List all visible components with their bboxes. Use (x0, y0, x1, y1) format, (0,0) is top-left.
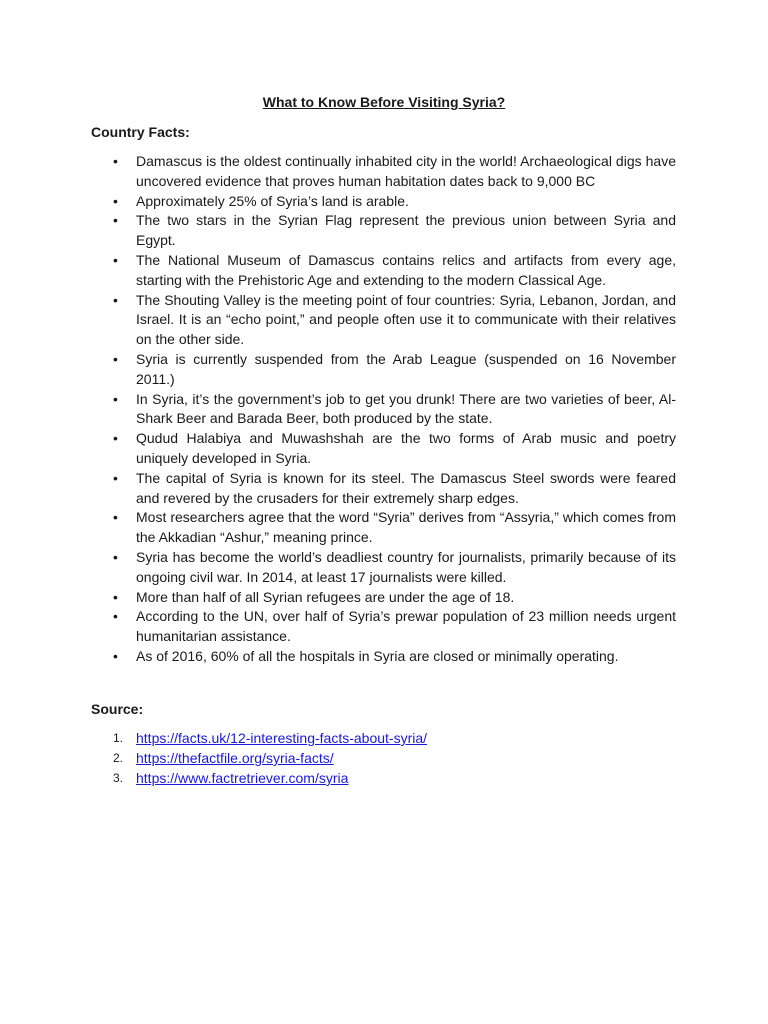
bullet-icon: • (113, 430, 118, 447)
source-item (0, 728, 768, 748)
fact-item (0, 291, 768, 350)
fact-item (0, 429, 768, 469)
fact-item (0, 350, 768, 390)
bullet-icon: • (113, 212, 118, 229)
fact-item (0, 211, 768, 251)
fact-item (0, 508, 768, 548)
source-number: 1. (113, 731, 124, 745)
fact-text: The two stars in the Syrian Flag represent the previous union between Syria and Egypt. (136, 212, 676, 249)
bullet-icon: • (113, 350, 118, 367)
fact-item (0, 251, 768, 291)
fact-item (0, 548, 768, 588)
bullet-icon: • (113, 469, 118, 486)
bullet-icon: • (113, 548, 118, 565)
fact-text: The capital of Syria is known for its steel. The Damascus Steel swords were feared and revered by the crusaders for their extremely sharp edges. (136, 469, 676, 506)
fact-text: Approximately 25% of Syria’s land is arable. (136, 192, 409, 209)
source-link-thefactfile[interactable]: https://thefactfile.org/syria-facts/ (136, 750, 334, 766)
fact-text: More than half of all Syrian refugees are under the age of 18. (136, 588, 515, 605)
fact-text: Qudud Halabiya and Muwashshah are the two forms of Arab music and poetry uniquely developed in Syria. (136, 430, 676, 466)
bullet-icon: • (113, 251, 118, 268)
fact-text: In Syria, it’s the government’s job to get you drunk! There are two varieties of beer, Al-Shark Beer and Barada Beer, both produced by the state. (136, 390, 676, 427)
bullet-icon: • (113, 588, 118, 605)
fact-text: The National Museum of Damascus contains relics and artifacts from every age, starting with the Prehistoric Age and extending to the modern Classical Age. (136, 251, 676, 288)
bullet-icon: • (113, 509, 118, 526)
bullet-icon: • (113, 390, 118, 407)
fact-text: Syria has become the world’s deadliest country for journalists, primarily because of its ongoing civil war. In 2014, at least 17 journalists were killed. (136, 548, 676, 585)
fact-item (0, 607, 768, 647)
source-number: 2. (113, 751, 124, 765)
bullet-icon: • (113, 608, 118, 625)
fact-text: The Shouting Valley is the meeting point of four countries: Syria, Lebanon, Jordan, and Israel. It is an “echo point,” and people often use it to communicate with their relatives on the other side. (136, 291, 676, 348)
source-item (0, 768, 768, 788)
source-item (0, 748, 768, 768)
source-number: 3. (113, 771, 124, 785)
fact-item (0, 469, 768, 509)
document-title: What to Know Before Visiting Syria? (262, 94, 506, 110)
bullet-icon: • (113, 647, 118, 664)
source-link-factretriever[interactable]: https://www.factretriever.com/syria (136, 770, 349, 786)
sources-list (0, 728, 768, 788)
fact-text: Most researchers agree that the word “Syria” derives from “Assyria,” which comes from the Akkadian “Ashur,” meaning prince. (136, 509, 676, 546)
bullet-icon: • (113, 192, 118, 209)
source-heading: Source: (91, 701, 144, 717)
bullet-icon: • (113, 291, 118, 308)
fact-item (0, 588, 768, 608)
fact-item (0, 152, 768, 192)
fact-item (0, 647, 768, 667)
country-facts-heading: Country Facts: (91, 124, 190, 140)
fact-item (0, 390, 768, 430)
fact-text: According to the UN, over half of Syria’s prewar population of 23 million needs urgent humanitarian assistance. (136, 608, 676, 645)
fact-item (0, 192, 768, 212)
fact-text: Damascus is the oldest continually inhabited city in the world! Archaeological digs have uncovered evidence that proves human habitation dates back to 9,000 BC (136, 153, 676, 189)
bullet-icon: • (113, 153, 118, 169)
facts-list (0, 152, 768, 667)
fact-text: As of 2016, 60% of all the hospitals in Syria are closed or minimally operating. (136, 647, 619, 664)
fact-text: Syria is currently suspended from the Arab League (suspended on 16 November 2011.) (136, 350, 676, 387)
source-link-facts-uk[interactable]: https://facts.uk/12-interesting-facts-about-syria/ (136, 730, 428, 746)
